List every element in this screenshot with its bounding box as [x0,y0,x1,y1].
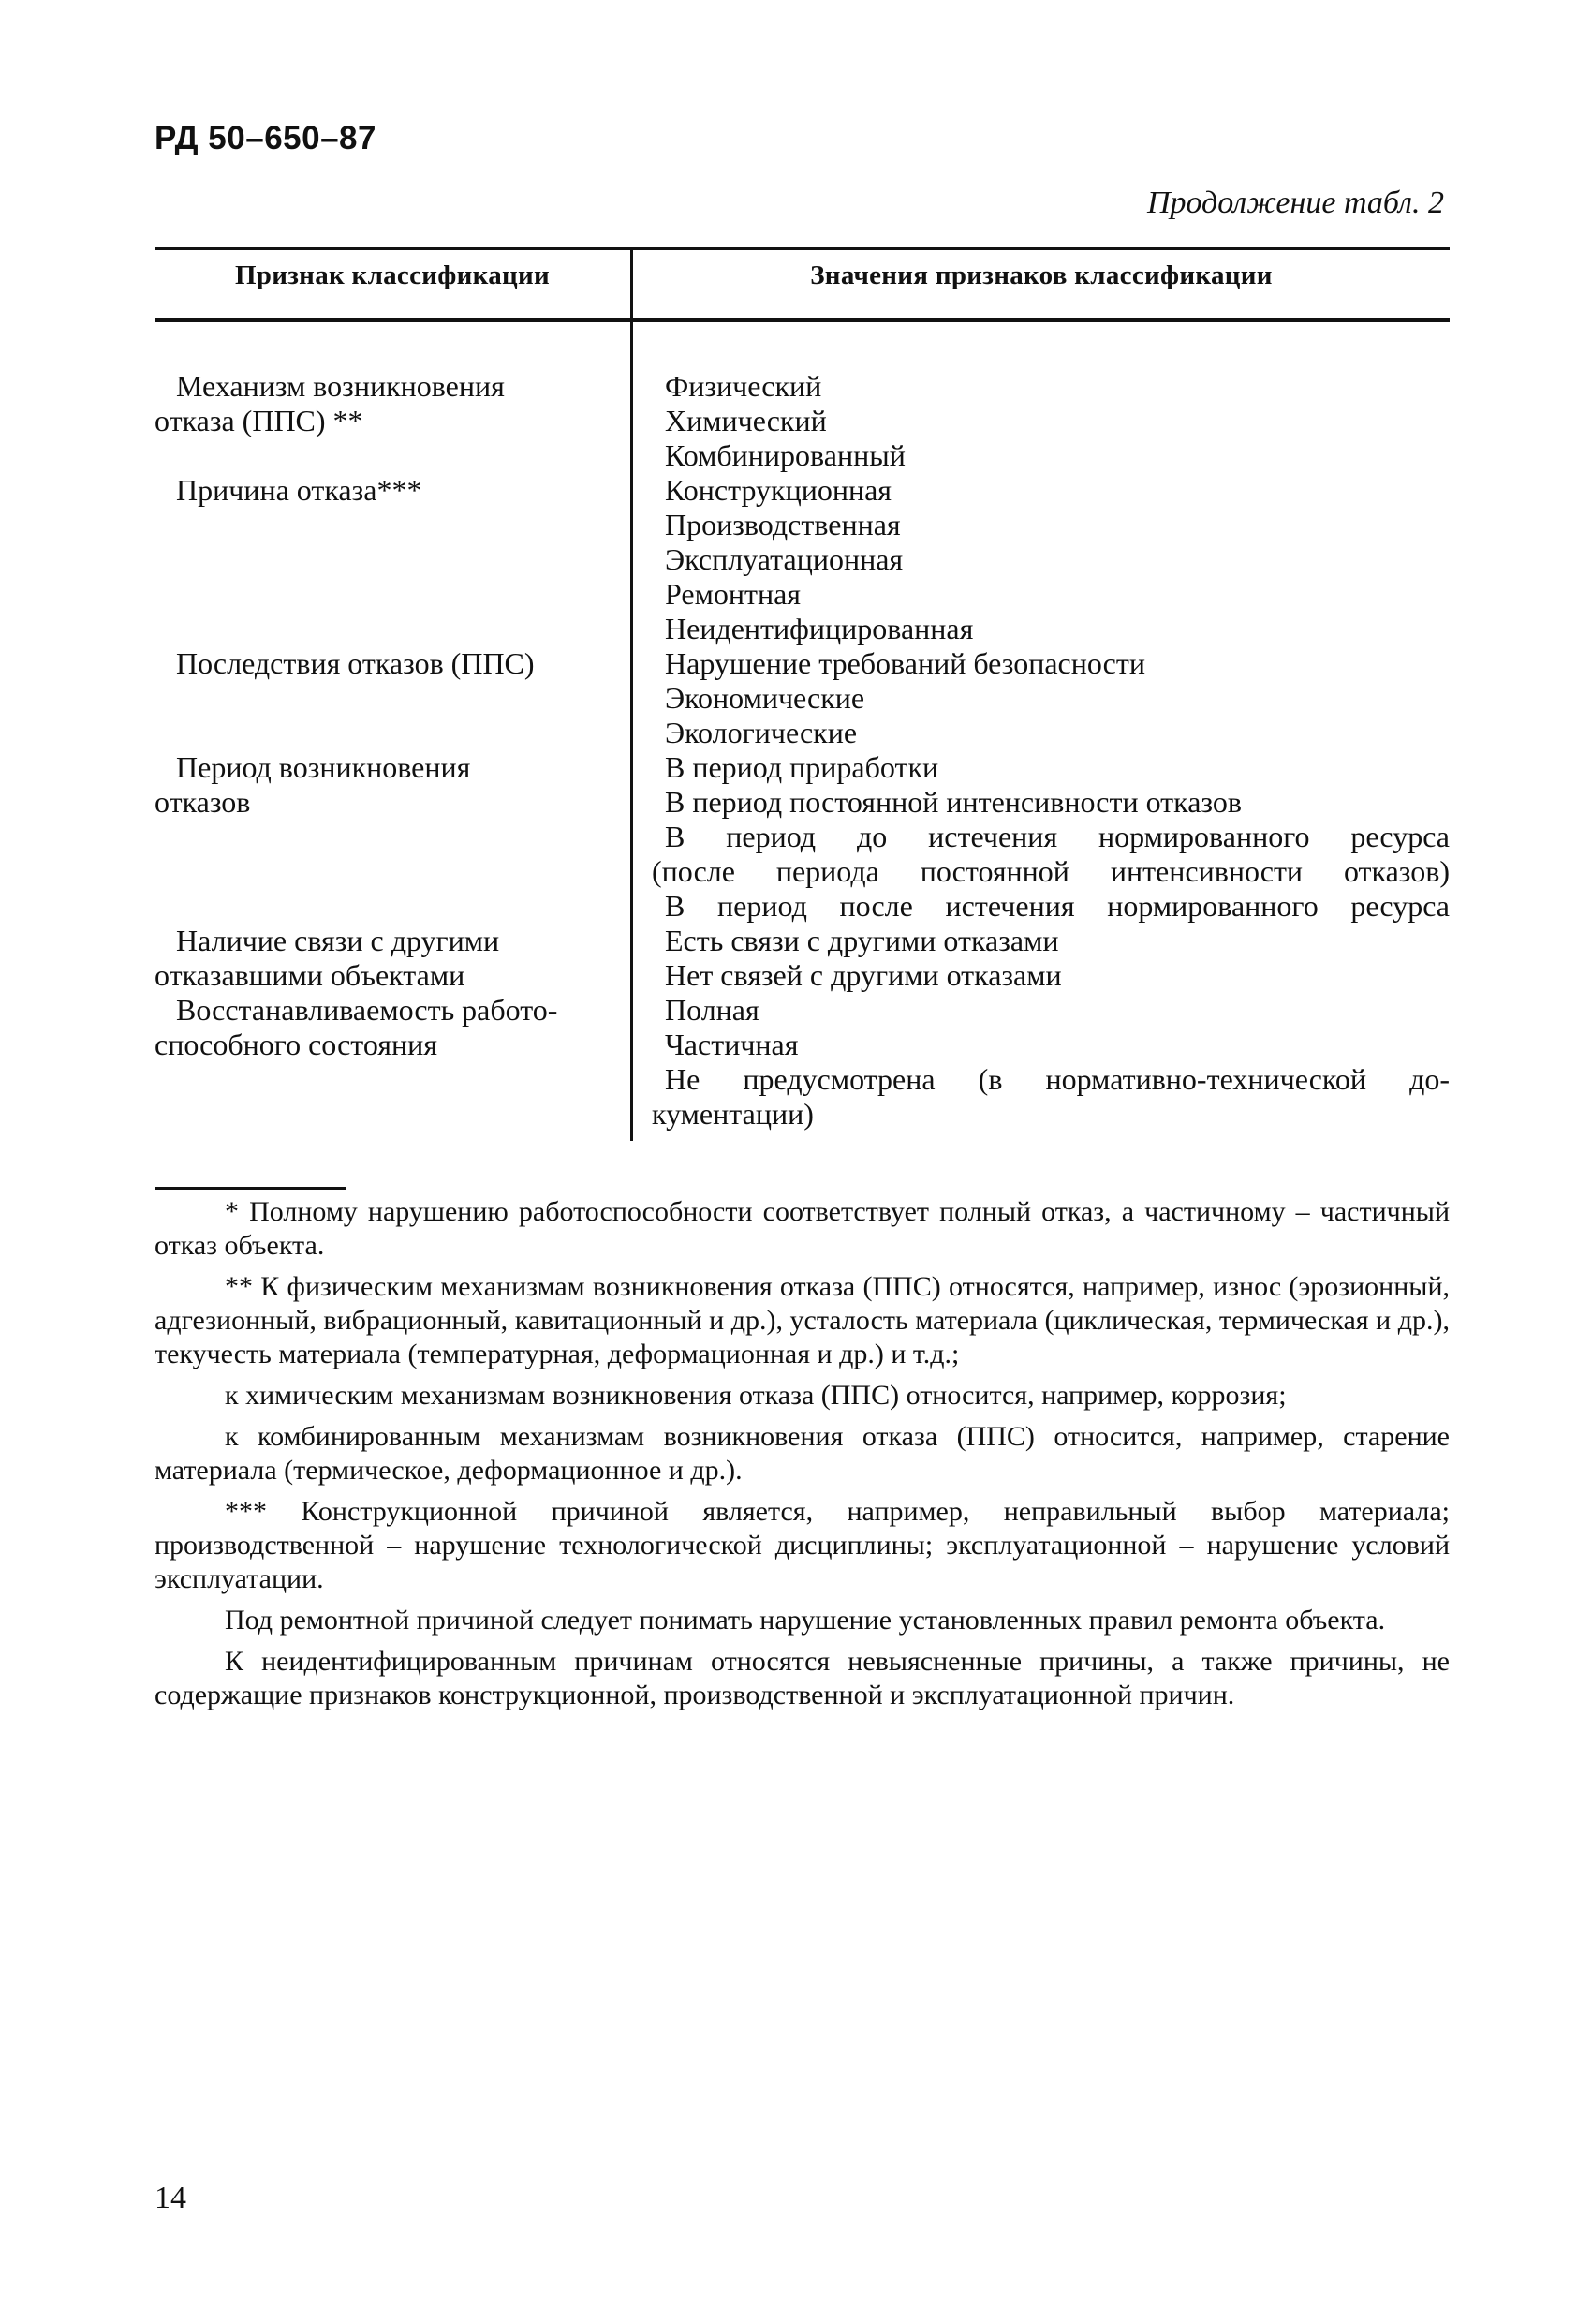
footnote-paragraph: Под ремонтной причиной следует понимать нарушение установленных правил ремонта объекта. [225,1605,1386,1636]
attribute-cell [155,924,623,993]
footnote-paragraph: * Полному нарушению работоспособности соответствует полный отказ, а частичному – частичный отказ объекта. [155,1196,1450,1261]
attribute-line: Механизм возникновения [176,369,505,403]
footnote-paragraph: К неидентифицированным причинам относятся невыясненные причины, а также причины, не содержащие признаков конструкционной, производственной и эксплуатационной причин. [155,1646,1450,1710]
value-line: Экономические [665,681,865,715]
value-line: Эксплуатационная [665,542,904,576]
value-line: Частичная [665,1028,799,1061]
value-line: В период после истечения нормированного ресурса [665,889,1450,923]
attribute-line: Наличие связи с другими [176,924,500,957]
attribute-line: способного состояния [155,1028,437,1061]
footnote-separator [155,1187,346,1190]
page-number: 14 [155,2181,186,2215]
value-line: Нарушение требований безопасности [665,646,1145,680]
value-line: Не предусмотрена (в нормативно-технической до- [665,1062,1450,1096]
attribute-line: Причина отказа*** [176,473,422,507]
attribute-line: Период возникновения [176,750,471,784]
attribute-cell [155,369,623,438]
attribute-cell [155,473,623,508]
column-header-values: Значения признаков классификации [810,260,1273,290]
attribute-cell [155,750,623,820]
value-line: Комбинированный [665,438,906,472]
value-line: Ремонтная [665,577,801,611]
document-id: РД 50–650–87 [155,120,376,156]
value-line: Экологические [665,716,858,749]
value-line: Нет связей с другими отказами [665,958,1062,992]
value-line: Физический [665,369,822,403]
attribute-line: Последствия отказов (ППС) [176,646,535,680]
value-line: кументации) [652,1097,814,1131]
value-line: Полная [665,993,759,1027]
value-line: Химический [665,404,827,437]
attribute-cell [155,646,623,681]
table-top-rule [155,247,1450,250]
table-header-rule [155,318,1450,322]
footnote-paragraph: *** Конструкционной причиной является, например, неправильный выбор материала; производственной – нарушение технологической дисциплины; эксплуатационной – нарушение условий эксплуатации. [155,1496,1450,1594]
value-line: В период постоянной интенсивности отказов [665,785,1242,819]
attribute-line: отказа (ППС) ** [155,404,363,437]
footnote-paragraph: ** К физическим механизмам возникновения отказа (ППС) относятся, например, износ (эрозионный, адгезионный, вибрационный, кавитационный и др.), усталость материала (циклическая, термическая и др.), текучесть материала (температурная, деформационная и др.) и т.д.; [155,1271,1450,1369]
value-line: Конструкционная [665,473,892,507]
footnote-paragraph: к химическим механизмам возникновения отказа (ППС) относится, например, коррозия; [225,1380,1287,1411]
attribute-line: отказавшими объектами [155,958,465,992]
value-line: Неидентифицированная [665,612,974,645]
footnotes [155,1195,1450,1720]
value-line: В период до истечения нормированного ресурса [665,820,1450,853]
value-line: (после периода постоянной интенсивности отказов) [652,854,1450,888]
footnote-paragraph: к комбинированным механизмам возникновения отказа (ППС) относится, например, старение материала (термическое, деформационное и др.). [155,1421,1450,1486]
value-line: Есть связи с другими отказами [665,924,1059,957]
value-line: В период приработки [665,750,939,784]
table-continuation-caption: Продолжение табл. 2 [1146,185,1444,220]
table-column-divider [630,249,633,1141]
attribute-cell [155,993,623,1062]
value-line: Производственная [665,508,901,541]
column-header-attribute: Признак классификации [234,260,551,290]
attribute-line: Восстанавливаемость работо- [176,993,558,1027]
attribute-line: отказов [155,785,251,819]
